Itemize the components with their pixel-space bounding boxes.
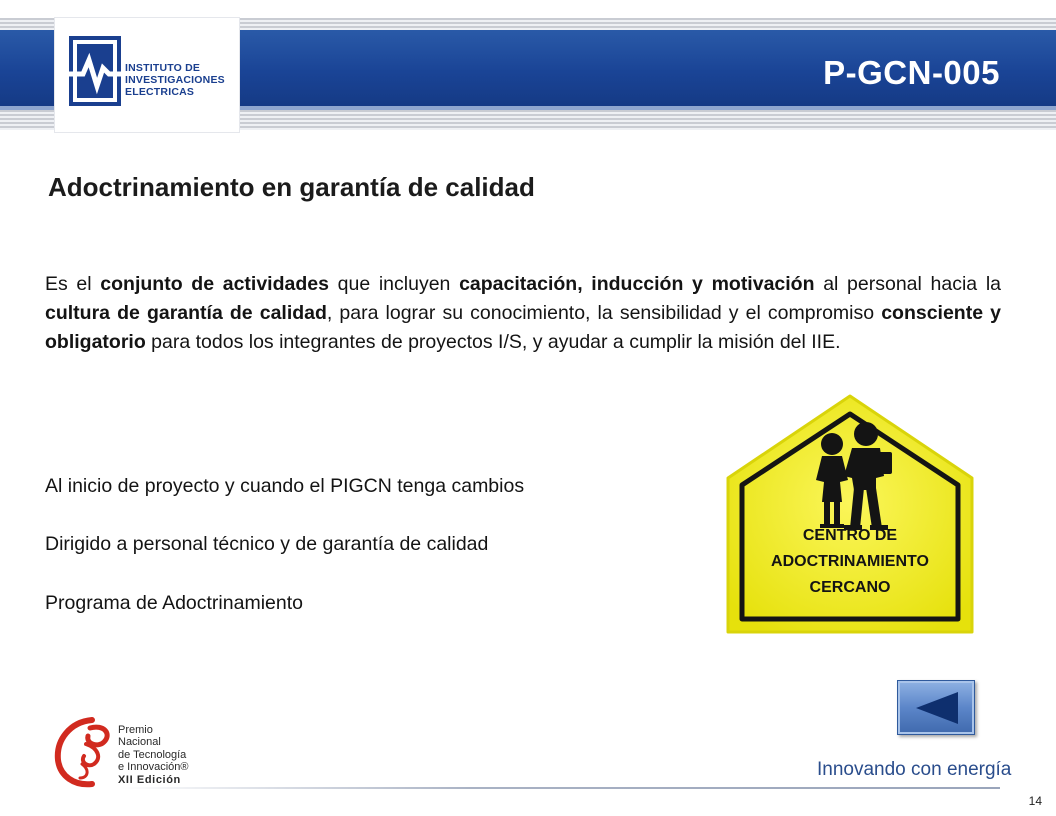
- prize-line: de Tecnología: [118, 748, 187, 761]
- footer-rule: [120, 787, 1000, 789]
- prize-logo-icon: [52, 714, 116, 788]
- prize-edition: XII Edición: [118, 773, 181, 786]
- info-line-when: Al inicio de proyecto y cuando el PIGCN tenga cambios: [45, 475, 525, 497]
- sign-line: CENTRO DE: [802, 527, 898, 544]
- paragraph-text: Es el: [45, 273, 101, 295]
- paragraph-emphasis: consciente y obligatorio: [45, 302, 1001, 353]
- definition-paragraph: [45, 270, 1001, 357]
- institution-name: [125, 62, 235, 98]
- document-code: P-GCN-005: [823, 54, 1000, 91]
- paragraph-emphasis: conjunto de actividades: [100, 273, 329, 295]
- paragraph-text: , para lograr su conocimiento, la sensibilidad y el compromiso: [326, 302, 882, 324]
- school-crossing-sign-icon: [724, 392, 976, 638]
- institution-logo: [55, 18, 239, 132]
- institution-line: INSTITUTO DE: [125, 62, 201, 74]
- prize-line: Premio: [118, 724, 153, 736]
- paragraph-text: para todos los integrantes de proyectos I/S, y ayudar a cumplir la misión del IIE.: [145, 331, 841, 353]
- info-line-program: Programa de Adoctrinamiento: [45, 592, 303, 614]
- slogan: Innovando con energía: [817, 759, 1012, 780]
- prize-line: e Innovación®: [118, 761, 189, 774]
- iie-logo-icon: [69, 36, 123, 108]
- paragraph-emphasis: cultura de garantía de calidad: [45, 302, 327, 324]
- prize-line: Nacional: [118, 736, 161, 749]
- paragraph-text: que incluyen: [328, 273, 460, 295]
- page-title: Adoctrinamiento en garantía de calidad: [48, 172, 535, 202]
- institution-line: INVESTIGACIONES: [125, 74, 225, 86]
- prize-text: [118, 724, 189, 786]
- sign-line: ADOCTRINAMIENTO: [771, 553, 929, 570]
- institution-line: ELECTRICAS: [125, 86, 195, 98]
- info-line-audience: Dirigido a personal técnico y de garantía de calidad: [45, 533, 489, 555]
- triangle-left-icon: [914, 691, 960, 725]
- paragraph-text: al personal hacia la: [814, 273, 1001, 295]
- sign-line: CERCANO: [809, 579, 891, 596]
- back-button[interactable]: [897, 680, 975, 735]
- page-number: 14: [1028, 794, 1042, 808]
- paragraph-emphasis: capacitación, inducción y motivación: [459, 273, 815, 295]
